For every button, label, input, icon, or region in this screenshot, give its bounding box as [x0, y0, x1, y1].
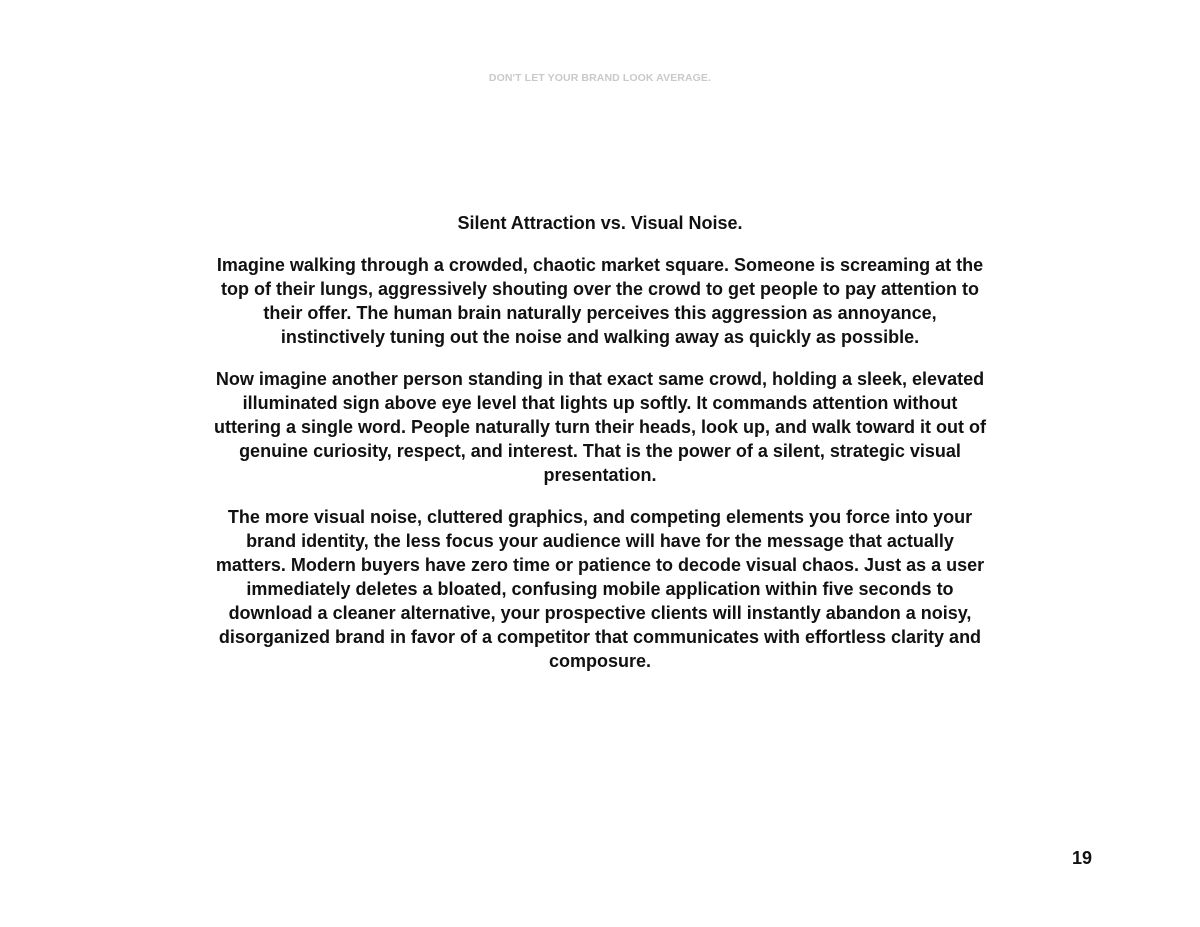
article-body [210, 211, 990, 691]
article-title: Silent Attraction vs. Visual Noise. [457, 213, 743, 233]
paragraph-illuminated-sign: Now imagine another person standing in that exact same crowd, holding a sleek, elevated illuminated sign above eye level that lights up softly. It commands attention without uttering a single word. People naturally turn their heads, look up, and walk toward it out of genuine curiosity, respect, and interest. That is the power of a silent, strategic visual presentation. [213, 369, 987, 485]
running-header: DON'T LET YOUR BRAND LOOK AVERAGE. [488, 72, 712, 84]
paragraph-visual-noise: The more visual noise, cluttered graphics, and competing elements you force into your brand identity, the less focus your audience will have for the message that actually matters. Modern buyers have zero time or patience to decode visual chaos. Just as a user immediately deletes a bloated, confusing mobile application within five seconds to download a cleaner alternative, your prospective clients will instantly abandon a noisy, disorganized brand in favor of a competitor that communicates with effortless clarity and composure. [215, 507, 985, 671]
paragraph-market-square: Imagine walking through a crowded, chaotic market square. Someone is screaming at the top of their lungs, aggressively shouting over the crowd to get people to pay attention to their offer. The human brain naturally perceives this aggression as annoyance, instinctively tuning out the noise and walking away as quickly as possible. [216, 255, 984, 347]
page-number: 19 [1071, 848, 1092, 868]
